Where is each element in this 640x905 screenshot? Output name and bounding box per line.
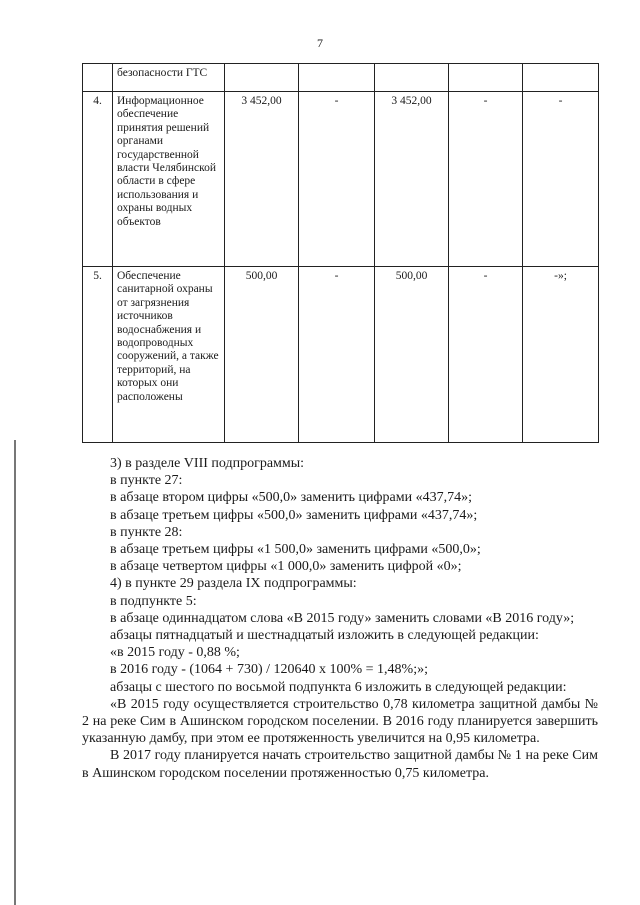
cell-value: 500,00 (375, 267, 449, 443)
activity-name: Информационное обеспечение принятия решений органами государственной власти Челябинской области в сфере использования и охраны водных объектов (113, 92, 225, 267)
table-row (83, 267, 599, 443)
cell-value: - (299, 92, 375, 267)
page-number: 7 (317, 36, 323, 50)
cell-value: - (299, 267, 375, 443)
paragraph: 4) в пункте 29 раздела IX подпрограммы: (110, 576, 357, 592)
paragraph: в подпункте 5: (110, 593, 197, 609)
cell-value: -»; (523, 267, 599, 443)
paragraph: в абзаце одиннадцатом слова «В 2015 году» заменить словами «В 2016 году»; (110, 610, 575, 626)
cell-value (299, 64, 375, 92)
document-body (82, 455, 598, 782)
paragraph: в 2016 году - (1064 + 730) / 120640 x 100% = 1,48%;»; (110, 662, 428, 678)
paragraph: 3) в разделе VIII подпрограммы: (110, 456, 305, 471)
scan-margin-line (14, 440, 16, 905)
activity-name: Обеспечение санитарной охраны от загрязнения источников водоснабжения и водопроводных сооружений, а также территорий, на которых они расположены (113, 267, 225, 443)
paragraph: абзацы с шестого по восьмой подпункта 6 изложить в следующей редакции: (110, 679, 567, 695)
paragraph: В 2017 году планируется начать строительство защитной дамбы № 1 на реке Сим в Ашинском городском поселении протяженностью 0,75 километра. (82, 748, 598, 781)
table-row (83, 92, 599, 267)
cell-value (523, 64, 599, 92)
cell-value (375, 64, 449, 92)
paragraph: в пункте 27: (110, 473, 183, 489)
table-row (83, 64, 599, 92)
paragraph: в пункте 28: (110, 524, 183, 540)
cell-value: 500,00 (225, 267, 299, 443)
paragraph: в абзаце третьем цифры «1 500,0» заменить цифрами «500,0»; (110, 542, 481, 558)
cell-value (449, 64, 523, 92)
paragraph: «В 2015 году осуществляется строительство 0,78 километра защитной дамбы № 2 на реке Сим в Ашинском городском поселении. В 2016 году планируется завершить указанную дамбу, при этом ее протяженность увеличится на 0,95 километра. (82, 696, 598, 747)
cell-value: - (449, 92, 523, 267)
cell-value: 3 452,00 (375, 92, 449, 267)
paragraph: в абзаце четвертом цифры «1 000,0» заменить цифрой «0»; (110, 559, 462, 575)
cell-value: 3 452,00 (225, 92, 299, 267)
row-number: 5. (83, 267, 113, 443)
paragraph: в абзаце третьем цифры «500,0» заменить цифрами «437,74»; (110, 507, 478, 523)
budget-table (82, 63, 599, 443)
paragraph: «в 2015 году - 0,88 %; (110, 645, 240, 661)
paragraph: в абзаце втором цифры «500,0» заменить цифрами «437,74»; (110, 490, 472, 506)
paragraph: абзацы пятнадцатый и шестнадцатый изложить в следующей редакции: (110, 628, 539, 644)
cell-value: - (523, 92, 599, 267)
cell-value (225, 64, 299, 92)
cell-value: - (449, 267, 523, 443)
activity-name: безопасности ГТС (113, 64, 225, 92)
row-number: 4. (83, 92, 113, 267)
row-number (83, 64, 113, 92)
